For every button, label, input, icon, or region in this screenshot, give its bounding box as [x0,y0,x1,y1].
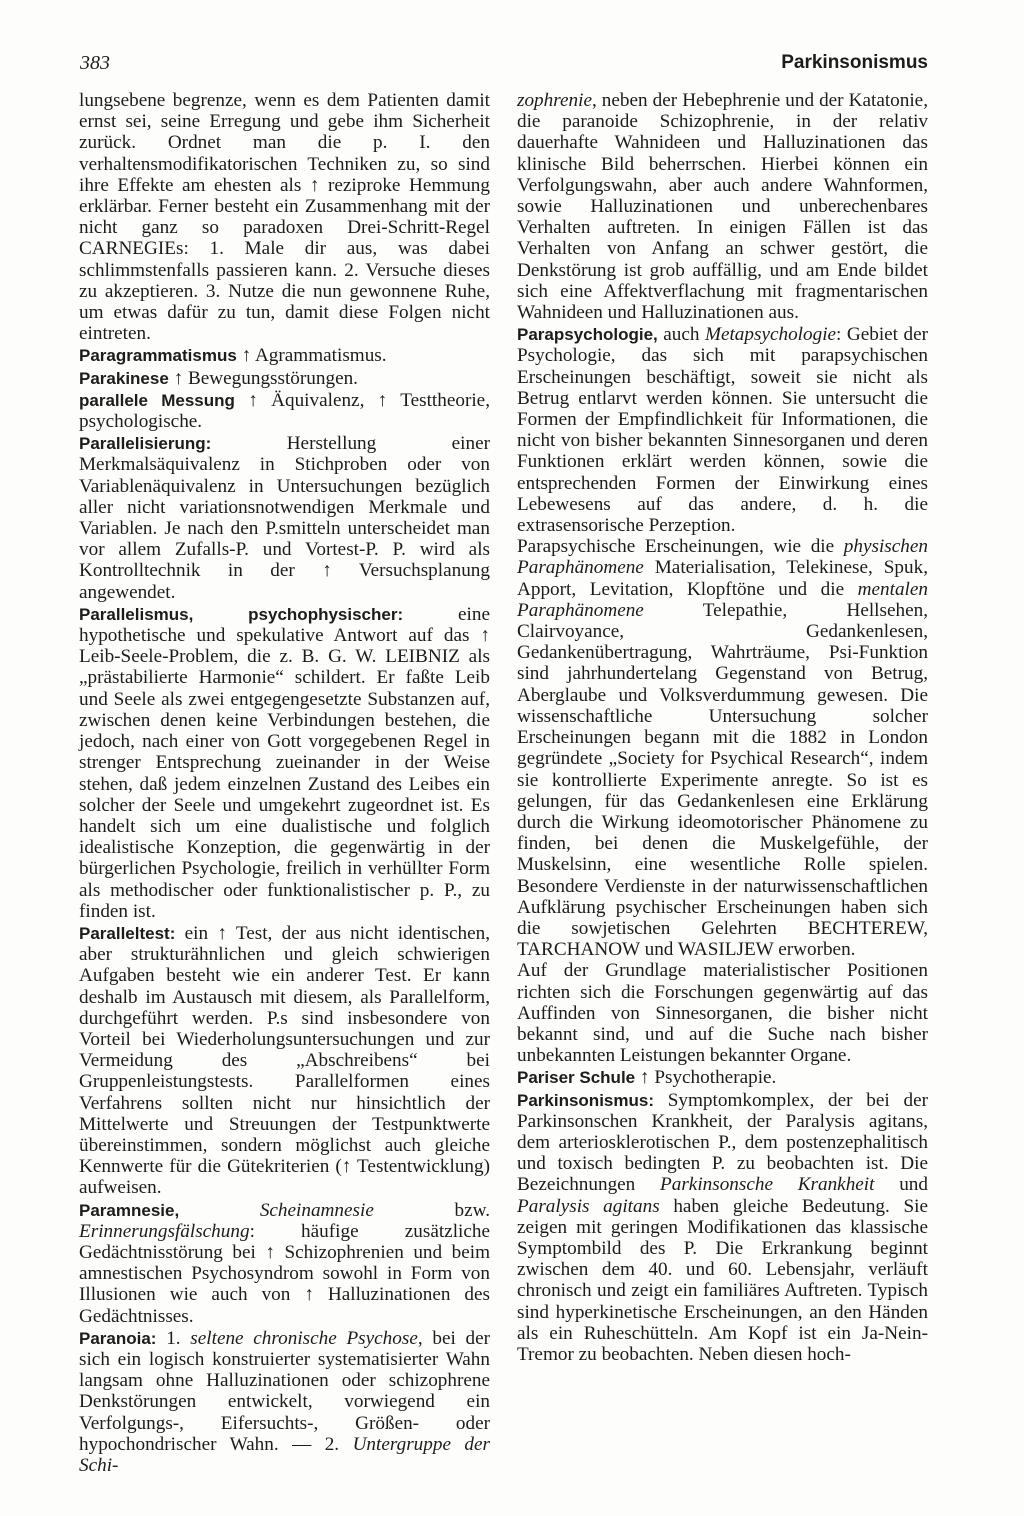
entry-text: ↑ Psychotherapie. [635,1067,777,1089]
italic-term: Untergruppe der Schi- [79,1433,490,1476]
entry-text: : häufige zusätzliche Gedächtnisstörung bei ↑ Schizophrenien und beim amnestischen Psychosyndrom sowohl in Form von Illusionen wie auch von ↑ Halluzinationen des Gedächtnisses. [79,1220,490,1327]
entry-parapsychologie [517,324,928,536]
headword: Parallelismus, psychophysischer: [79,604,404,624]
entry-paramnesie [79,1200,490,1327]
entry-text: auch [657,324,705,346]
headword: Paranoia: [79,1328,157,1348]
entry-text: ↑ Äquivalenz, ↑ Testtheorie, psychologische. [79,389,490,433]
page-number: 383 [80,52,110,74]
entry-text: und [874,1174,928,1196]
entry-pariser-schule [517,1067,928,1088]
headword: Paragrammatismus [79,346,237,366]
headword: Parakinese [79,368,169,388]
headword: Paramnesie, [79,1200,180,1220]
headword: Pariser Schule [517,1068,636,1088]
left-column [79,90,490,1476]
entry-parkinsonismus [517,1090,928,1366]
right-column [517,90,928,1365]
entry-text: , bei der sich ein logisch konstruierter systematisierter Wahn langsam ohne Halluzinationen oder schizophrene Denkstörungen entwickelt, vorwiegend ein Verfolgungs-, Eifersuchts-, Größen- oder hypochondrischer Wahn. — 2. [79,1327,491,1455]
headword: Parkinsonismus: [517,1090,654,1110]
entry-text: Symptomkomplex, der bei der Parkinsonschen Krankheit, der Paralysis agitans, dem arteriosklerotischen P., dem postenzephalitisch und toxisch bedingten P. zu beobachten ist. Die Bezeichnungen [517,1089,928,1196]
entry-paranoia [79,1328,490,1476]
entry-parallelismus [79,604,490,922]
italic-term: physischen Paraphänomene [517,536,928,579]
headword: Parallelisierung: [79,434,212,454]
headword: Parapsychologie, [517,325,658,345]
entry-text: Herstellung einer Merkmalsäquivalenz in Stichproben oder von Variablenäquivalenz in Untersuchungen bezüglich aller nicht variationsnotwendigen Merkmale und Variablen. Je nach den P.smitteln unterscheidet man vor allem Zufalls-P. und Vortest-P. P. wird als Kontrolltechnik in der ↑ Versuchsplanung angewendet. [79,433,490,603]
italic-term: zophrenie [517,90,592,111]
body-paragraph: Auf der Grundlage materialistischer Positionen richten sich die Forschungen gegenwärtig auf das Auffinden von Sinnesorganen, die bisher nicht bekannt sind, und auf die Suche nach bisher unbekannten Leistungen bekannter Organe. [517,960,928,1067]
headword: parallele Messung [79,390,235,410]
entry-text: Telepathie, Hellsehen, Clairvoyance, Gedankenlesen, Gedankenübertragung, Wahrträume, Psi-Funktion sind jahrhundertelang Gegenstand von Betrug, Aberglaube und Volksverdummung gewesen. Die wissenschaftliche Untersuchung solcher Erscheinungen begann mit die 1882 in London gegründete „Society for Psychical Research“, indem sie kontrollierte Experimente anregte. So ist es gelungen, für das Gedankenlesen eine Erklärung durch die Wirkung ideomotorischer Phänomene zu finden, bei denen die Muskelgefühle, der Muskelsinn, eine wesentliche Rolle spielen. Besondere Verdienste in der naturwissenschaftlichen Aufklärung psychischer Erscheinungen haben sich die sowjetischen Gelehrten BECHTEREW, TARCHANOW und WASILJEW erworben. [517,599,928,961]
italic-term: mentalen Paraphänomene [517,578,928,621]
continuation-paragraph: lungsebene begrenze, wenn es dem Patienten damit ernst sei, seine Erregung und gebe ihm Sicherheit zurück. Ordnet man die p. I. den verhaltensmodifikatorischen Techniken zu, so sind ihre Effekte am ehesten als ↑ reziproke Hemmung erklärbar. Ferner besteht ein Zusammenhang mit der nicht ganz so paradoxen Drei-Schritt-Regel CARNEGIEs: 1. Male dir aus, was dabei schlimmstenfalls passieren kann. 2. Versuche dieses zu akzeptieren. 3. Nutze die nun gewonnene Ruhe, um etwas dafür zu tun, damit diese Folgen nicht eintreten. [79,90,490,345]
headword: Paralleltest: [79,923,176,943]
running-head: Parkinsonismus [781,52,928,73]
entry-text: : Gebiet der Psychologie, das sich mit parapsychischen Erscheinungen beschäftigt, soweit sie nicht als Betrug entlarvt werden können. Sie untersucht die Formen der Empfindlichkeit für Informationen, die nicht von bisher bekannten Sinnesorganen und deren Funktionen erklärt werden können, sowie die entsprechenden Formen der Einwirkung eines Lebewesens auf das andere, d. h. die extrasensorische Perzeption. [517,324,928,537]
entry-paralleltest [79,923,490,1199]
entry-text: 1. [156,1327,191,1349]
italic-term: Erinnerungsfälschung [79,1220,250,1242]
entry-text: , neben der Hebephrenie und der Katatonie, die paranoide Schizophrenie, in der relativ dauerhafte Wahnideen und Halluzinationen das klinische Bild beherrschen. Hierbei können ein Verfolgungswahn, aber auch andere Wahnformen, sowie Halluzinationen und unberechenbares Verhalten auftreten. In einigen Fällen ist das Verhalten von Anfang an schwer gestört, die Denkstörung ist grob auffällig, und am Ende bildet sich eine Affektverflachung mit fragmentarischen Wahnideen und Halluzinationen aus. [517,90,928,324]
entry-text: ↑ Agrammatismus. [236,345,387,367]
entry-text: bzw. [373,1199,490,1221]
entry-text: eine hypothetische und spekulative Antwort auf das ↑ Leib-Seele-Problem, die z. B. G. W. LEIBNIZ als „prästabilierte Harmonie“ schildert. Er faßte Leib und Seele als zwei entgegengesetzte Substanzen auf, zwischen denen keine Verbindungen bestehen, die jedoch, nach einer von Gott vorgegebenen Regel in strenger Entsprechung zueinander in der Weise stehen, daß jedem einzelnen Zustand des Leibes ein solcher der Seele und umgekehrt zugeordnet ist. Es handelt sich um eine dualistische und folglich idealistische Konzeption, die gegenwärtig in der bürgerlichen Psychologie, freilich in verhüllter Form als methodischer oder funktionalistischer p. P., zu finden ist. [79,603,490,922]
italic-term: Paralysis agitans [517,1195,660,1217]
entry-parallele-messung [79,390,490,432]
entry-text: ein ↑ Test, der aus nicht identischen, aber strukturähnlichen und gleich schwierigen Aufgaben besteht wie ein anderer Test. Er kann deshalb im Austausch mit diesem, als Parallelform, durchgeführt werden. P.s sind insbesondere von Vorteil bei Wiederholungsuntersuchungen und zur Vermeidung des „Abschreibens“ bei Gruppenleistungstests. Parallelformen eines Verfahrens sollten nicht nur hinsichtlich der Mittelwerte und Streuungen der Testpunktwerte übereinstimmen, sondern möglichst auch gleiche Kennwerte für die Gütekriterien (↑ Testentwicklung) aufweisen. [79,922,490,1199]
page-header [80,52,928,80]
entry-text: Parapsychische Erscheinungen, wie die [517,536,844,558]
italic-term: seltene chronische Psychose [190,1327,418,1349]
entry-paragrammatismus [79,345,490,366]
continuation-paragraph [517,90,928,323]
entry-parakinese [79,368,490,389]
italic-term: Parkinsonsche Krankheit [660,1174,875,1196]
entry-text: Materialisation, Telekinese, Spuk, Apport, Levitation, Klopftöne und die [517,557,928,600]
italic-term: Scheinamnesie [259,1199,374,1221]
entry-text: ↑ Bewegungsstörungen. [168,367,358,389]
entry-text: haben gleiche Bedeutung. Sie zeigen mit geringen Modifikationen das klassische Symptombild des P. Die Erkrankung beginnt zwischen dem 40. und 60. Lebensjahr, verläuft chronisch und zeigt ein familiäres Auftreten. Typisch sind hyperkinetische Erscheinungen, an den Händen als ein Ruheschütteln. Am Kopf ist ein Ja-Nein-Tremor zu beobachten. Neben diesen hoch- [517,1195,928,1365]
entry-parallelisierung [79,433,490,603]
italic-term: Metapsychologie [704,324,837,346]
body-paragraph [517,536,928,960]
